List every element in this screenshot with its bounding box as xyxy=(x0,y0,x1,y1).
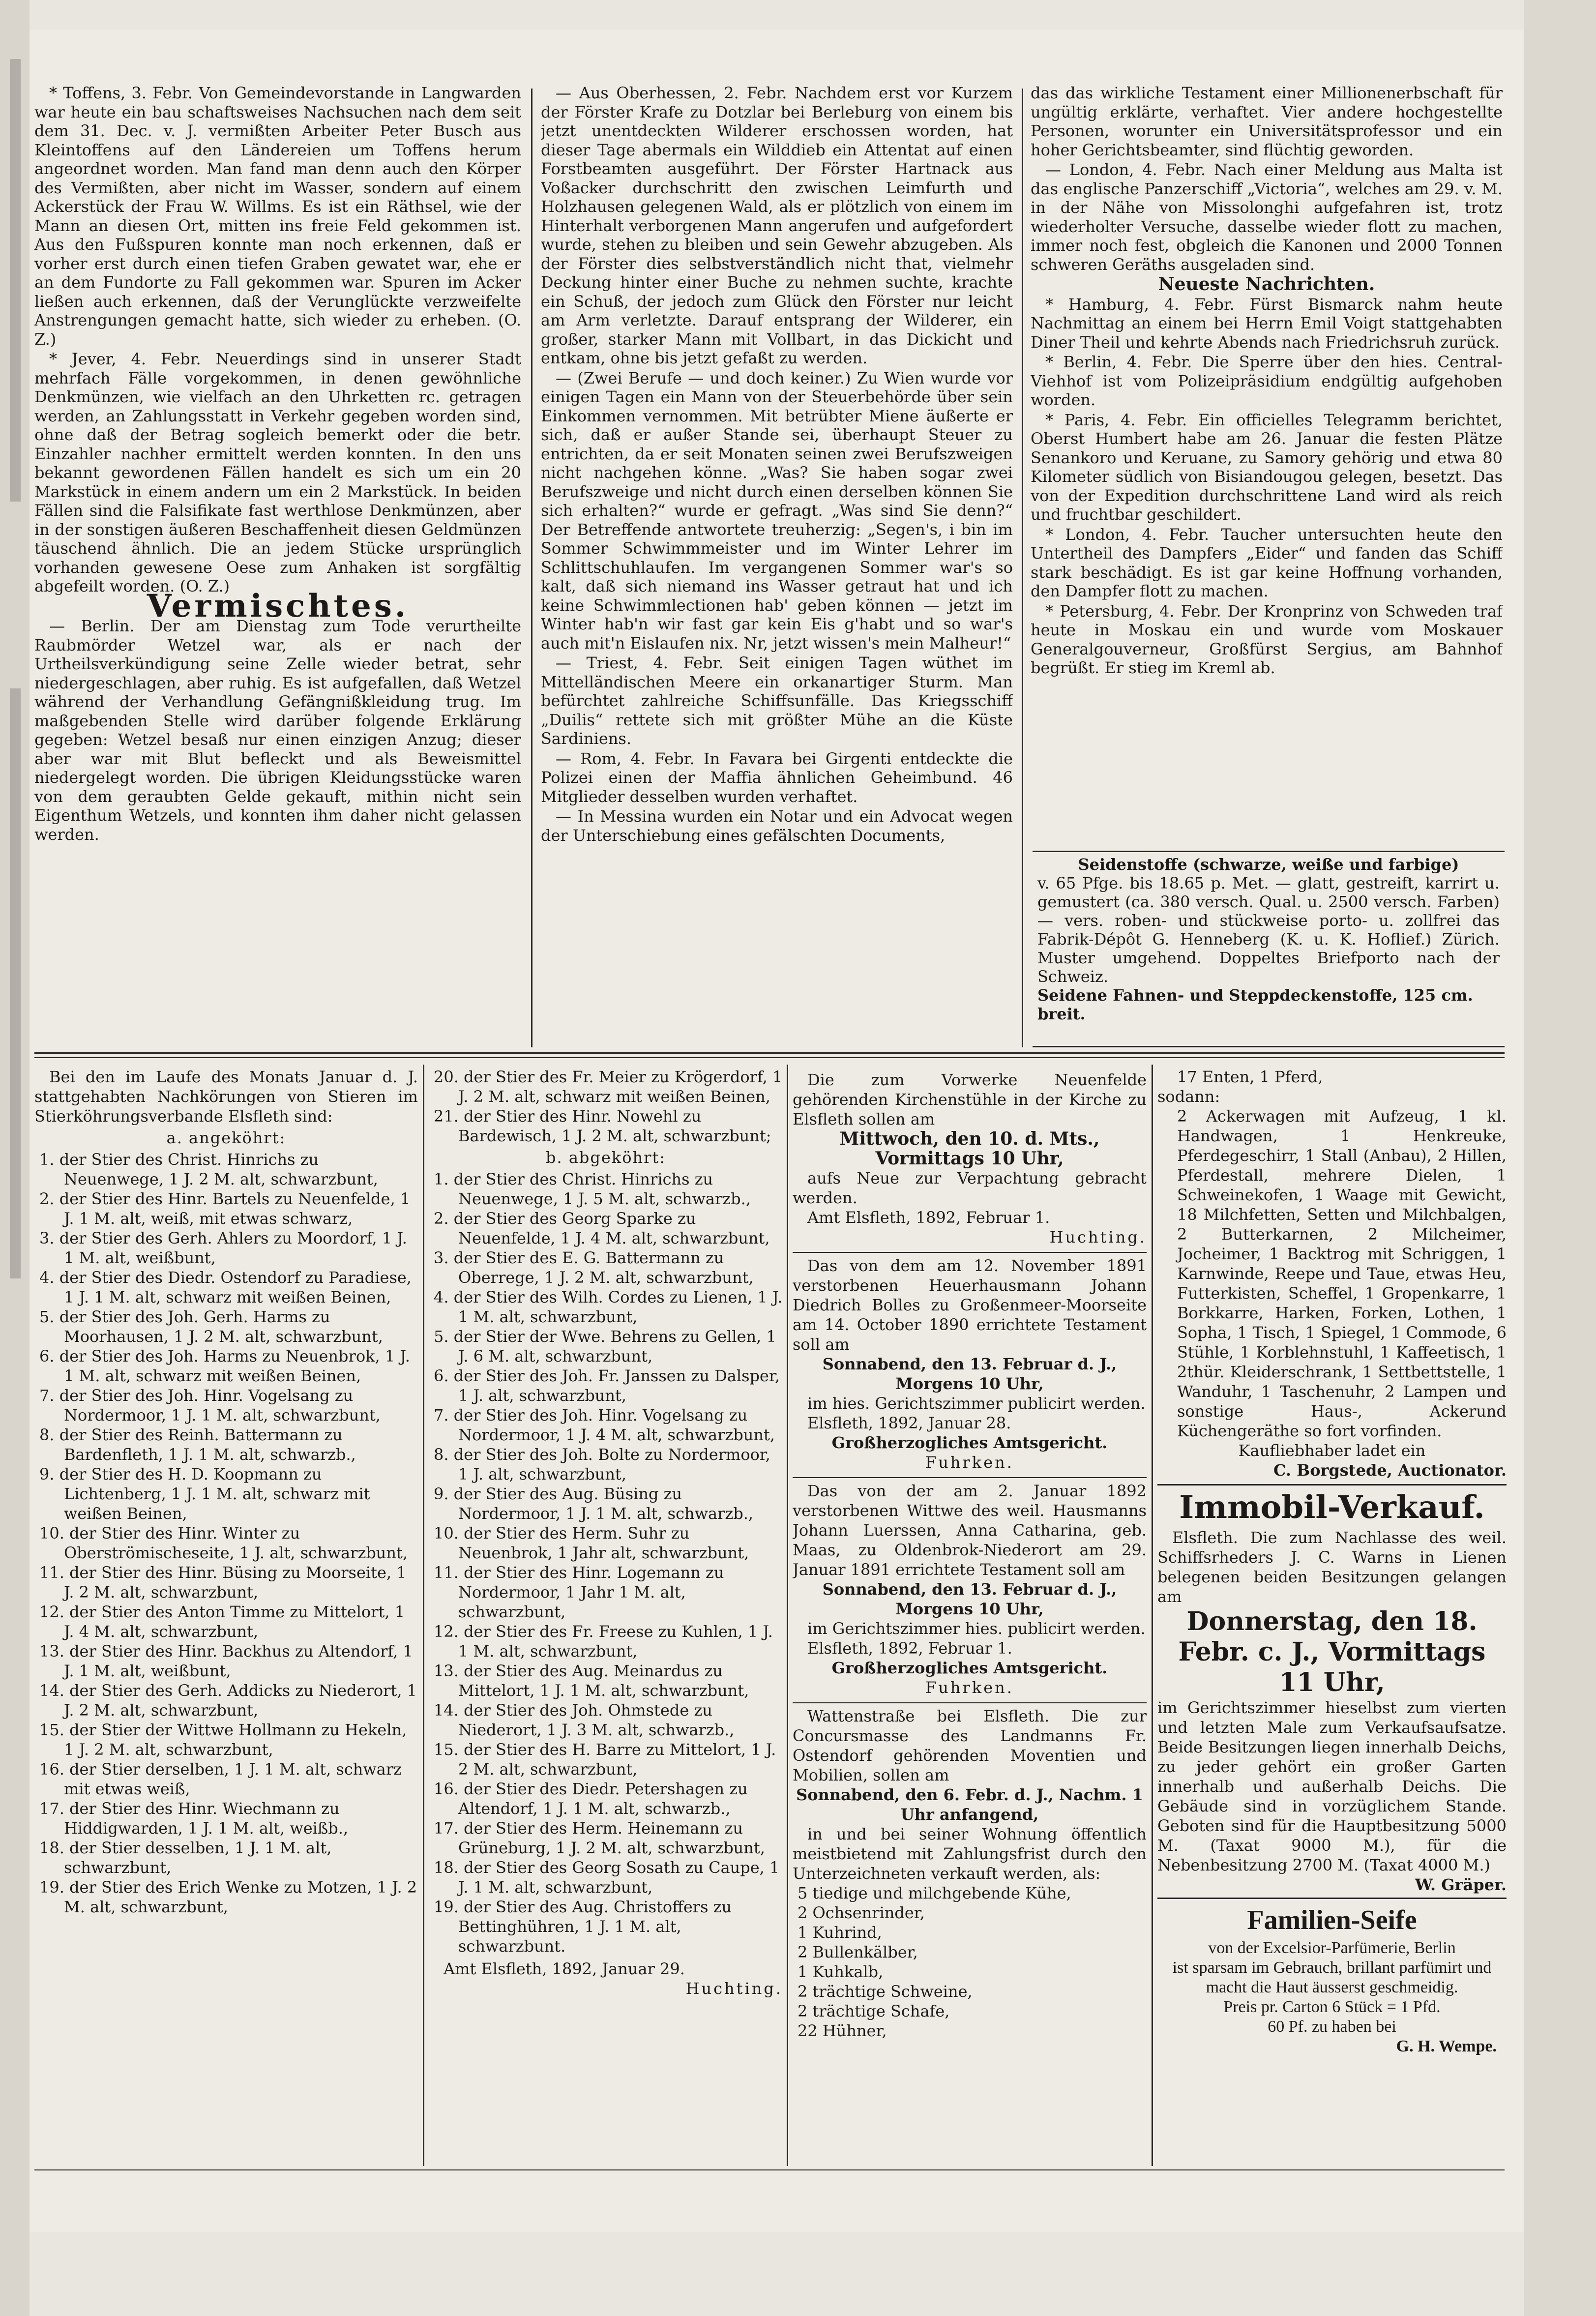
stier-b-list xyxy=(429,1169,783,1956)
stier-list-item: 5. der Stier des Joh. Gerh. Harms zu Moorhausen, 1 J. 2 M. alt, schwarzbunt, xyxy=(39,1307,383,1346)
stier-list-item: 6. der Stier des Joh. Fr. Janssen zu Dalsper, 1 J. alt, schwarzbunt, xyxy=(434,1366,780,1405)
news-london: * London, 4. Febr. Taucher untersuchten heute den Untertheil des Dampfers „Eider“ und fanden das Schiff stark beschädigt. Es ist gar keine Hoffnung vorhanden, den Dampfer flott zu machen. xyxy=(1031,525,1503,600)
article-zwei-berufe: — (Zwei Berufe — und doch keiner.) Zu Wien wurde vor einigen Tagen ein Mann von der Steuerbehörde über sein Einkommen vernommen. Mit betrübter Miene äußerte er sich, daß er außer Stande sei, überhaupt Steuer zu entrichten, da er seit Monaten seinen zwei Berufszweigen nicht nachgehen könne. „Was? Sie haben sogar zwei Berufszweige und nicht durch einen derselben können Sie sich erhalten?“ wurde er gefragt. „Was sind Sie denn?“ Der Betreffende antwortete treuherzig: „Segen's, i bin im Sommer Schwimmmeister und im Winter Lehrer im Schlittschuhlaufen. Im vergangenen Sommer war's so kalt, daß sich niemand ins Wasser getraut hat und ich keine Schwimmlectionen hab' geben können — jetzt im Winter hab'n wir fast gar kein Eis g'habt und so war's auch mit'n Eislaufen nix. Nr, jetzt wissen's mein Malheur!“ xyxy=(541,368,1013,653)
article-messina: — In Messina wurden ein Notar und ein Advocat wegen der Unterschiebung eines gefälschten Documents, xyxy=(541,807,1013,845)
column-3 xyxy=(1031,84,1503,851)
stier-list-item: 21. der Stier des Hinr. Nowehl zu Bardewisch, 1 J. 2 M. alt, schwarzbunt; xyxy=(434,1107,771,1145)
stier-list-item: 3. der Stier des E. G. Battermann zu Oberrege, 1 J. 2 M. alt, schwarzbunt, xyxy=(434,1248,754,1287)
column-2 xyxy=(541,84,1013,1047)
article-jever: * Jever, 4. Febr. Neuerdings sind in unserer Stadt mehrfach Fälle vorgekommen, in denen gewöhnliche Denkmünzen, wie vielfach an den Uhrketten rc. getragen werden, an Zahlungsstatt in Verkehr gegeben worden sind, ohne daß der Betrag sogleich bemerkt oder die betr. Einzahler nachher ermittelt werden konnten. In den uns bekannt gewordenen Fällen handelt es sich um ein 20 Markstück in einem andern um ein 2 Markstück. In beiden Fällen sind die Falsifikate fast werthlose Denkmünzen, aber in der sonstigen äußeren Beschaffenheit diesen Geldmünzen täuschend ähnlich. Die an jedem Stücke ursprünglich vorhanden gewesene Oese zum Anhaken ist sorgfältig abgefeilt worden. (O. Z.) xyxy=(34,350,521,595)
article-oberhessen: — Aus Oberhessen, 2. Febr. Nachdem erst vor Kurzem der Förster Krafe zu Dotzlar bei Berleburg von einem bis jetzt unentdeckten Wilderer erschossen worden, hat dieser Tage abermals ein Wilddieb ein Attentat auf einen Forstbeamten ausgeführt. Der Förster Hartnack aus Voßacker durchschritt den zwischen Leimfurth und Holzhausen gelegenen Wald, als er plötzlich von einem im Hinterhalt verborgenen Mann angerufen und aufgefordert wurde, stehen zu bleiben und sein Gewehr abzugeben. Als der Förster dies selbstverständlich nicht that, vielmehr Deckung hinter einer Buche zu nehmen suchte, krachte ein Schuß, der jedoch zum Glück den Förster nur leicht am Arm verletzte. Darauf entsprang der Wilderer, ein großer, starker Mann mit Vollbart, in das Dickicht und entkam, ohne bis jetzt gefaßt zu werden. xyxy=(541,84,1013,367)
stier-list-col-1 xyxy=(34,1067,418,2168)
stier-list-item: 14. der Stier des Gerh. Addicks zu Niederort, 1 J. 2 M. alt, schwarzbunt, xyxy=(39,1681,417,1720)
auction-list-item: 1 Kuhrind, xyxy=(798,1923,882,1942)
stier-list-item: 2. der Stier des Georg Sparke zu Neuenfelde, 1 J. 4 M. alt, schwarzbunt, xyxy=(434,1209,770,1247)
ad-immobil-rest: im Gerichtszimmer hieselbst zum vierten und letzten Male zum Verkaufsaufsatze. Beide Besitzungen liegen innerhalb Deichs, zu jeder gehört ein großer Garten innerhalb und außerhalb Deichs. Die Gebäude sind in vorzüglichem Stande. Geboten sind für die Hauptbesitzung 5000 M. (Taxat 9000 M.), für die Nebenbesitzung 2700 M. (Taxat 4000 M.) xyxy=(1157,1698,1507,1874)
notice-text: Das von der am 2. Januar 1892 verstorbenen Wittwe des weil. Hausmanns Johann Luerssen, Anna Catharina, geb. Maas, zu Oldenbrok-Niederort am 29. Januar 1891 errichtete Testament soll am xyxy=(793,1482,1147,1579)
ad-familien-seife xyxy=(1157,1904,1507,2056)
column-divider xyxy=(787,1065,788,2166)
ad-seide-headline: Seidenstoffe (schwarze, weiße und farbige) xyxy=(1078,855,1459,874)
notice-date: Sonnabend, den 13. Februar d. J., Morgens 10 Uhr, xyxy=(822,1580,1117,1618)
notice-sign: Fuhrken. xyxy=(925,1453,1014,1472)
notice-concurs-ostendorf xyxy=(793,1702,1147,2041)
stier-a-heading: a. angeköhrt: xyxy=(166,1128,286,1147)
stier-list-col-2 xyxy=(429,1067,783,2168)
section-heading-vermischtes: Vermischtes. xyxy=(147,587,409,624)
auction-items-top: 17 Enten, 1 Pferd, xyxy=(1177,1068,1323,1086)
stier-a-list xyxy=(34,1150,418,1917)
stier-list-item: 10. der Stier des Hinr. Winter zu Oberströmischeseite, 1 J. alt, schwarzbunt, xyxy=(39,1524,408,1562)
section-heading-neueste-nachrichten: Neueste Nachrichten. xyxy=(1158,274,1375,295)
ad-immobil-sign: W. Gräper. xyxy=(1415,1875,1507,1894)
stier-footer-sign: Huchting. xyxy=(685,1979,783,1998)
auction-item-list: 2 Ackerwagen mit Aufzeug, 1 kl. Handwagen, 1 Henkreuke, Pferdegeschirr, 1 Stall (Anbau), 2 Hillen, Pferdestall, mehrere Dielen, 1 Schweinekofen, 1 Waage mit Gewicht, 18 Milchfetten, Setten und Milchbalgen, 2 Butterkarnen, 2 Milcheimer, Jocheimer, 1 Backtrog mit Schriggen, 1 Karnwinde, Reepe und Taue, etwas Heu, Futterkisten, Scheffel, 1 Gropenkarre, 1 Borkkarre, Harken, Forken, Lothen, 1 Sopha, 1 Tisch, 1 Spiegel, 1 Commode, 6 Stühle, 1 Korblehnstuhl, 1 Kaffeetisch, 1 2thür. Kleiderschrank, 1 Settbettstelle, 1 Wanduhr, 1 Taschenuhr, 2 Lampen und sonstige Haus-, Ackerund Küchengeräthe so fort vorfinden. xyxy=(1177,1107,1507,1440)
auction-list-item: 22 Hühner, xyxy=(798,2021,887,2040)
stier-list-item: 17. der Stier des Herm. Heinemann zu Grüneburg, 1 J. 2 M. alt, schwarzbunt, xyxy=(434,1819,765,1857)
stier-list-item: 17. der Stier des Hinr. Wiechmann zu Hiddigwarden, 1 J. 1 M. alt, weißb., xyxy=(39,1799,349,1838)
stier-list-item: 12. der Stier des Fr. Freese zu Kuhlen, 1 J. 1 M. alt, schwarzbunt, xyxy=(434,1622,773,1661)
notice-court: Großherzogliches Amtsgericht. xyxy=(831,1659,1108,1677)
article-rom: — Rom, 4. Febr. In Favara bei Girgenti entdeckte die Polizei einen der Maffia ähnlichen Geheimbund. 46 Mitglieder desselben wurden verhaftet. xyxy=(541,749,1013,806)
ad-seife-line: von der Excelsior-Parfümerie, Berlin xyxy=(1208,1939,1456,1957)
column-divider xyxy=(531,89,532,1047)
stier-list-item: 11. der Stier des Hinr. Büsing zu Moorseite, 1 J. 2 M. alt, schwarzbunt, xyxy=(39,1563,407,1602)
article-london-victoria: — London, 4. Febr. Nach einer Meldung aus Malta ist das englische Panzerschiff „Victoria“, welches am 29. v. M. in der Nähe von Missolonghi aufgefahren ist, trotz wiederholter Versuche, dasselbe wieder flott zu machen, immer noch fest, obgleich die Kanonen und 2000 Tonnen schweren Geräths ausgeladen sind. xyxy=(1031,160,1503,274)
notice-text: Wattenstraße bei Elsfleth. Die zur Concursmasse des Landmanns Fr. Ostendorf gehörenden Moventien und Mobilien, sollen am xyxy=(793,1707,1147,1784)
stier-intro: Bei den im Laufe des Monats Januar d. J. stattgehabten Nachkörungen von Stieren im Stierköhrungsverbande Elsfleth sind: xyxy=(34,1068,418,1126)
notice-text: Das von dem am 12. November 1891 verstorbenen Heuerhausmann Johann Diedrich Bolles zu Großenmeer-Moorseite am 14. October 1890 errichtete Testament soll am xyxy=(793,1256,1147,1354)
notice-date: Sonnabend, den 6. Febr. d. J., Nachm. 1 Uhr anfangend, xyxy=(796,1785,1143,1824)
ad-seide-fahnen: Seidene Fahnen- und Steppdeckenstoffe, 125 cm. breit. xyxy=(1037,986,1473,1023)
article-berlin-wetzel: — Berlin. Der am Dienstag zum Tode verurtheilte Raubmörder Wetzel war, als er nach der Urtheilsverkündigung seine Zelle wieder betrat, sehr niedergeschlagen, aber ruhig. Es ist aufgefallen, daß Wetzel während der Verhandlung Gefängnißkleidung trug. Im maßgebenden Stelle wird darüber folgende Erklärung gegeben: Wetzel besaß nur einen einzigen Anzug; dieser aber war mit Blut befleckt und als Beweismittel niedergelegt worden. Die übrigen Kleidungsstücke waren von dem geraubten Gelde gekauft, mithin nicht sein Eigenthum Wetzels, und konnten ihm daher nicht gelassen werden. xyxy=(34,617,521,844)
notice-text: im hies. Gerichtszimmer publicirt werden. xyxy=(807,1394,1146,1413)
ads-col-4 xyxy=(1157,1067,1507,2168)
auction-list-item: 2 Bullenkälber, xyxy=(798,1943,918,1961)
notices-col-3 xyxy=(793,1067,1147,2168)
stier-list-item: 14. der Stier des Joh. Ohmstede zu Niederort, 1 J. 3 M. alt, schwarzb., xyxy=(434,1701,735,1739)
stier-footer-place: Amt Elsfleth, 1892, Januar 29. xyxy=(443,1960,685,1978)
stier-list-item: 1. der Stier des Christ. Hinrichs zu Neuenwege, 1 J. 5 M. alt, schwarzb., xyxy=(434,1170,751,1208)
stier-list-item: 10. der Stier des Herm. Suhr zu Neuenbrok, 1 Jahr alt, schwarzbunt, xyxy=(434,1524,749,1562)
notice-text: in und bei seiner Wohnung öffentlich meistbietend mit Zahlungsfrist durch den Unterzeichneten verkauft werden, als: xyxy=(793,1825,1147,1883)
stier-list-item: 16. der Stier des Diedr. Petershagen zu Altendorf, 1 J. 1 M. alt, schwarzb., xyxy=(434,1780,748,1818)
ad-rule xyxy=(1157,1484,1507,1485)
stier-list-item: 8. der Stier des Joh. Bolte zu Nordermoor, 1 J. alt, schwarzbunt, xyxy=(434,1445,770,1484)
stier-list-item: 12. der Stier des Anton Timme zu Mittelort, 1 J. 4 M. alt, schwarzbunt, xyxy=(39,1603,405,1641)
stier-list-item: 15. der Stier der Wittwe Hollmann zu Hekeln, 1 J. 2 M. alt, schwarzbunt, xyxy=(39,1721,407,1759)
notice-place: Elsfleth, 1892, Januar 28. xyxy=(807,1414,1011,1432)
column-divider xyxy=(423,1065,424,2166)
ad-immobil-date: Donnerstag, den 18. Febr. c. J., Vormittags 11 Uhr, xyxy=(1178,1606,1486,1697)
notice-text: Die zum Vorwerke Neuenfelde gehörenden Kirchenstühle in der Kirche zu Elsfleth sollen am xyxy=(793,1070,1147,1128)
column-1 xyxy=(34,84,521,1047)
notice-text: im Gerichtszimmer hies. publicirt werden. xyxy=(807,1619,1146,1638)
stier-b-heading: b. abgeköhrt: xyxy=(545,1148,666,1167)
stier-list-item: 5. der Stier der Wwe. Behrens zu Gellen, 1 J. 6 M. alt, schwarzbunt, xyxy=(434,1327,776,1366)
ad-immobil-text: Elsfleth. Die zum Nachlasse des weil. Schiffsrheders J. C. Warns in Lienen belegenen beiden Besitzungen gelangen am xyxy=(1157,1528,1507,1606)
notice-kirchenstuehle xyxy=(793,1067,1147,1247)
ad-seife-line: 60 Pf. zu haben bei xyxy=(1268,2018,1396,2036)
stier-list-item: 6. der Stier des Joh. Harms zu Neuenbrok, 1 J. 1 M. alt, schwarz mit weißen Beinen, xyxy=(39,1347,410,1385)
stier-list-item: 19. der Stier des Erich Wenke zu Motzen, 1 J. 2 M. alt, schwarzbunt, xyxy=(39,1878,417,1916)
page-gutter xyxy=(0,0,30,2316)
stier-list-item: 1. der Stier des Christ. Hinrichs zu Neuenwege, 1 J. 2 M. alt, schwarzbunt, xyxy=(39,1150,378,1188)
stier-list-item: 9. der Stier des Aug. Büsing zu Nordermoor, 1 J. 1 M. alt, schwarzb., xyxy=(434,1485,754,1523)
ad-seidenstoffe xyxy=(1033,851,1505,1047)
auction-list-item: 2 Ochsenrinder, xyxy=(798,1903,925,1922)
news-berlin: * Berlin, 4. Febr. Die Sperre über den hies. Central-Viehhof ist vom Polizeipräsidium endgültig aufgehoben worden. xyxy=(1031,353,1503,409)
notice-court: Großherzogliches Amtsgericht. xyxy=(831,1433,1108,1452)
auction-list-item: 5 tiedige und milchgebende Kühe, xyxy=(798,1884,1071,1902)
notice-date: Sonnabend, den 13. Februar d. J., Morgens 10 Uhr, xyxy=(822,1355,1117,1393)
stier-list-item: 20. der Stier des Fr. Meier zu Krögerdorf, 1 J. 2 M. alt, schwarz mit weißen Beinen, xyxy=(434,1068,783,1106)
article-triest: — Triest, 4. Febr. Seit einigen Tagen wüthet im Mittelländischen Meere ein orkanartiger Sturm. Man befürchtet zahlreiche Schiffsunfälle. Das Kriegsschiff „Duilis“ rettete sich mit größter Mühe an die Küste Sardiniens. xyxy=(541,653,1013,748)
article-millionenerbschaft: das das wirkliche Testament einer Millionenerbschaft für ungültig erklärte, verhaftet. Vier andere hochgestellte Personen, worunter ein Universitätsprofessor und ein hoher Gerichtsbeamter, sind flüchtig geworden. xyxy=(1031,84,1503,159)
news-paris: * Paris, 4. Febr. Ein officielles Telegramm berichtet, Oberst Humbert habe am 26. Januar die festen Plätze Senankoro und Keruane, zu Samory gehörig und etwa 80 Kilometer südlich von Bisiandougou gelegen, besetzt. Das von der Expedition durchschrittene Land wird als reich und fruchtbar geschildert. xyxy=(1031,410,1503,524)
article-toffens: * Toffens, 3. Febr. Von Gemeindevorstande in Langwarden war heute ein bau schaftsweises Nachsuchen nach dem seit dem 31. Dec. v. J. vermißten Arbeiter Peter Busch aus Kleintoffens auf den Ländereien um Toffens herum angeordnet worden. Man fand man denn auch den Körper des Vermißten, aber nicht im Wasser, sondern auf einem Ackerstück der Frau W. Willms. Es ist ein Räthsel, wie der Mann an diesen Ort, mitten ins freie Feld gekommen ist. Aus den Fußspuren konnte man noch erkennen, daß er vorher erst durch einen tiefen Graben gewatet war, ehe er an dem Fundorte zu Fall gekommen war. Spuren im Acker ließen auch erkennen, daß der Verunglückte verzweifelte Anstrengungen gemacht hatte, sich wieder zu erheben. (O. Z.) xyxy=(34,84,521,349)
ad-rule xyxy=(1157,1898,1507,1899)
notice-testament-bolles xyxy=(793,1252,1147,1472)
stier-a-list-cont xyxy=(429,1067,783,1146)
news-hamburg: * Hamburg, 4. Febr. Fürst Bismarck nahm heute Nachmittag an einem bei Herrn Emil Voigt stattgehabten Diner Theil und kehrte Abends nach Friedrichsruh zurück. xyxy=(1031,295,1503,352)
stier-list-item: 18. der Stier des Georg Sosath zu Caupe, 1 J. 1 M. alt, schwarzbunt, xyxy=(434,1858,780,1897)
stier-list-item: 13. der Stier des Hinr. Backhus zu Altendorf, 1 J. 1 M. alt, weißbunt, xyxy=(39,1642,413,1680)
notice-place: Amt Elsfleth, 1892, Februar 1. xyxy=(807,1208,1050,1227)
ad-seide-body: v. 65 Pfge. bis 18.65 p. Met. — glatt, gestreift, karrirt u. gemustert (ca. 380 versch. Qual. u. 2500 versch. Farben) — vers. roben- und stückweise porto- u. zollfrei das Fabrik-Dépôt G. Henneberg (K. u. K. Hoflief.) Zürich. Muster umgehend. Doppeltes Briefporto nach der Schweiz. xyxy=(1037,874,1500,986)
notice-item-list xyxy=(793,1883,1147,2041)
newspaper-page xyxy=(30,30,1524,2232)
stier-list-item: 7. der Stier des Joh. Hinr. Vogelsang zu Nordermoor, 1 J. 1 M. alt, schwarzbunt, xyxy=(39,1386,381,1425)
stier-list-item: 4. der Stier des Wilh. Cordes zu Lienen, 1 J. 1 M. alt, schwarzbunt, xyxy=(434,1288,783,1326)
stier-list-item: 8. der Stier des Reinh. Battermann zu Bardenfleth, 1 J. 1 M. alt, schwarzb., xyxy=(39,1425,356,1464)
notice-sign: Fuhrken. xyxy=(925,1678,1014,1697)
notice-date: Mittwoch, den 10. d. Mts., Vormittags 10 Uhr, xyxy=(839,1128,1100,1169)
stier-list-item: 7. der Stier des Joh. Hinr. Vogelsang zu Nordermoor, 1 J. 4 M. alt, schwarzbunt, xyxy=(434,1406,775,1444)
gutter-shadow xyxy=(10,59,21,502)
auction-list-item: 2 trächtige Schweine, xyxy=(798,1982,973,2001)
stier-list-item: 18. der Stier desselben, 1 J. 1 M. alt, schwarzbunt, xyxy=(39,1839,332,1877)
notice-sign: Huchting. xyxy=(1049,1228,1147,1247)
ad-immobil-title: Immobil-Verkauf. xyxy=(1179,1489,1485,1526)
ad-seife-vendor: G. H. Wempe. xyxy=(1396,2037,1497,2055)
stier-list-item: 2. der Stier des Hinr. Bartels zu Neuenfelde, 1 J. 1 M. alt, weiß, mit etwas schwarz, xyxy=(39,1189,411,1228)
stier-list-item: 13. der Stier des Aug. Meinardus zu Mittelort, 1 J. 1 M. alt, schwarzbunt, xyxy=(434,1662,749,1700)
page-margin-right xyxy=(1524,0,1596,2316)
stier-list-item: 4. der Stier des Diedr. Ostendorf zu Paradiese, 1 J. 1 M. alt, schwarz mit weißen Beinen, xyxy=(39,1268,412,1306)
stier-list-item: 16. der Stier derselben, 1 J. 1 M. alt, schwarz mit etwas weiß, xyxy=(39,1760,402,1798)
auction-list-item: 1 Kuhkalb, xyxy=(798,1962,884,1981)
ad-seife-line: Preis pr. Carton 6 Stück = 1 Pfd. xyxy=(1223,1998,1441,2016)
notice-testament-luerssen xyxy=(793,1477,1147,1697)
auction-sodann: sodann: xyxy=(1157,1087,1220,1106)
section-rule-thin xyxy=(34,1057,1505,1058)
ad-seife-title: Familien-Seife xyxy=(1247,1905,1417,1935)
ad-seife-line: ist sparsam im Gebrauch, brillant parfümirt und macht die Haut äusserst geschmeidig. xyxy=(1172,1959,1492,1996)
bottom-rule xyxy=(34,2169,1505,2170)
gutter-shadow xyxy=(10,688,21,1278)
stier-list-item: 9. der Stier des H. D. Koopmann zu Lichtenberg, 1 J. 1 M. alt, schwarz mit weißen Beinen, xyxy=(39,1465,370,1523)
notice-text: aufs Neue zur Verpachtung gebracht werden. xyxy=(793,1169,1147,1207)
stier-list-item: 11. der Stier des Hinr. Logemann zu Nordermoor, 1 Jahr 1 M. alt, schwarzbunt, xyxy=(434,1563,724,1621)
stier-list-item: 3. der Stier des Gerh. Ahlers zu Moordorf, 1 J. 1 M. alt, weißbunt, xyxy=(39,1229,407,1267)
section-rule xyxy=(34,1052,1505,1054)
column-divider xyxy=(1022,89,1023,1047)
auction-auctioneer: C. Borgstede, Auctionator. xyxy=(1273,1461,1507,1480)
auction-list-item: 2 trächtige Schafe, xyxy=(798,2002,950,2020)
news-petersburg: * Petersburg, 4. Febr. Der Kronprinz von Schweden traf heute in Moskau ein und wurde vom Moskauer Generalgouverneur, Großfürst Sergius, am Bahnhof begrüßt. Er stieg im Kreml ab. xyxy=(1031,601,1503,677)
stier-list-item: 19. der Stier des Aug. Christoffers zu Bettinghühren, 1 J. 1 M. alt, schwarzbunt. xyxy=(434,1898,732,1956)
stier-list-item: 15. der Stier des H. Barre zu Mittelort, 1 J. 2 M. alt, schwarzbunt, xyxy=(434,1740,776,1779)
column-divider xyxy=(1152,1065,1153,2166)
notice-place: Elsfleth, 1892, Februar 1. xyxy=(807,1639,1012,1658)
auction-buyers: Kaufliebhaber ladet ein xyxy=(1238,1441,1426,1460)
